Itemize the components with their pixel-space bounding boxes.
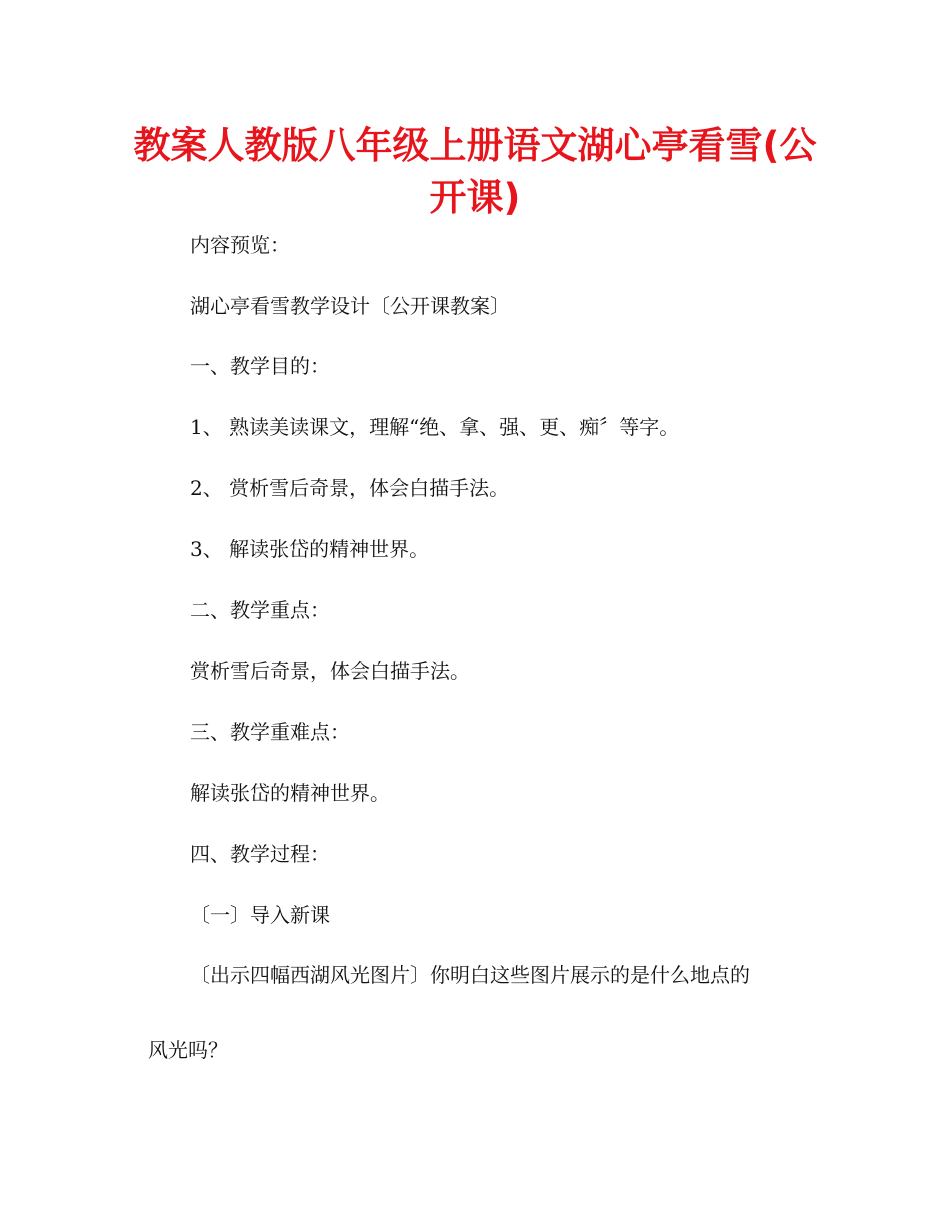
- goal-item-3: 3、 解读张岱的精神世界。: [190, 537, 430, 561]
- goal-item-1: 1、 熟读美读课文，理解“绝、拿、强、更、痴〞等字。: [190, 415, 680, 439]
- subheading-intro: 〔一〕导入新课: [190, 903, 330, 927]
- paragraph-intro-text-continued: 风光吗？: [148, 1038, 228, 1062]
- heading-difficult-points: 三、教学重难点：: [190, 720, 350, 744]
- document-title: 教案人教版八年级上册语文湖心亭看雪(公开课): [133, 124, 817, 219]
- heading-key-points: 二、教学重点：: [190, 598, 330, 622]
- paragraph-preview-label: 内容预览：: [190, 233, 290, 257]
- goal-item-2: 2、 赏析雪后奇景，体会白描手法。: [190, 476, 510, 500]
- paragraph-design-title: 湖心亭看雪教学设计〔公开课教案〕: [190, 294, 510, 318]
- heading-teaching-process: 四、教学过程：: [190, 842, 330, 866]
- paragraph-intro-text: 〔出示四幅西湖风光图片〕你明白这些图片展示的是什么地点的: [190, 963, 750, 987]
- heading-teaching-goals: 一、教学目的：: [190, 354, 330, 378]
- key-point-text: 赏析雪后奇景，体会白描手法。: [190, 659, 470, 683]
- difficult-point-text: 解读张岱的精神世界。: [190, 781, 390, 805]
